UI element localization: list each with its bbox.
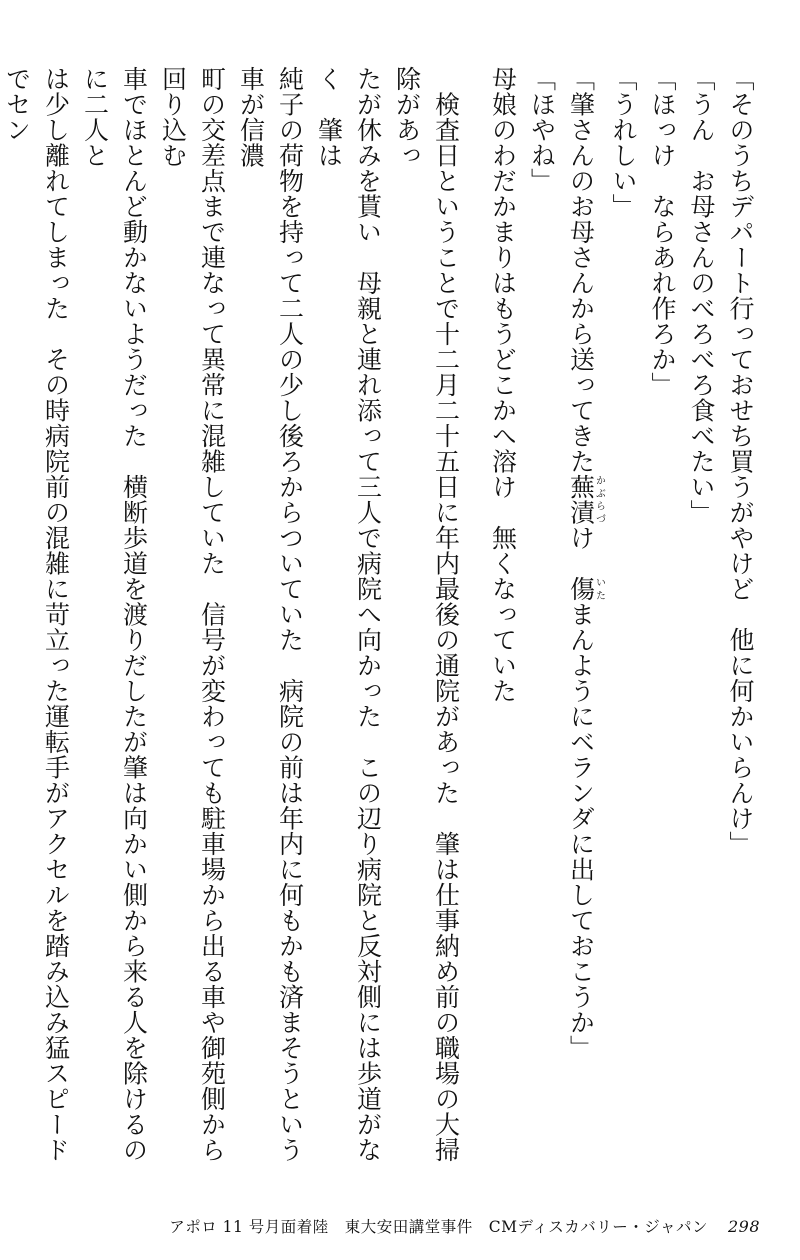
narrative-line: 町の交差点まで連なって異常に混雑していた 信号が変わっても駐車場から出る車や御苑側から回り込む xyxy=(158,66,227,1163)
furigana-ita xyxy=(566,576,605,602)
dialogue-line xyxy=(562,66,605,1166)
text-segment: け xyxy=(566,525,596,576)
ruby-reading: いた xyxy=(593,576,605,602)
narrative-line: 車でほとんど動かないようだった 横断歩道を渡りだしたが肇は向かい側から来る人を除けるのに二人と xyxy=(80,66,149,1163)
dialogue-line: 「うれしい」 xyxy=(609,66,638,219)
narrative-line: は少し離れてしまった その時病院前の混雑に苛立った運転手がアクセルを踏み込み猛スピードでセン xyxy=(2,66,71,1163)
narrative-line: たが休みを貰い 母親と連れ添って三人で病院へ向かった この辺り病院と反対側には歩道がなく 肇は xyxy=(314,66,383,1163)
ruby-reading: かぶらづ xyxy=(593,474,605,525)
dialogue-line: 母娘のわだかまりはもうどこかへ溶け 無くなっていた xyxy=(488,66,518,704)
running-title: アポロ 11 号月面着陸 東大安田講堂事件 CMディスカバリー・ジャパン xyxy=(169,1218,708,1236)
vertical-text-body xyxy=(0,66,760,1166)
furigana-kabura xyxy=(566,474,605,525)
ruby-base: 蕪漬 xyxy=(566,474,596,525)
page-footer xyxy=(150,1212,760,1240)
section-gap xyxy=(466,66,484,1166)
text-segment: まんようにベランダに出しておこうか」 xyxy=(566,601,596,1061)
ruby-base: 傷 xyxy=(566,576,596,602)
narrative-line: 検査日ということで十二月二十五日に年内最後の通院があった 肇は仕事納め前の職場の大掃除があっ xyxy=(392,66,461,1163)
dialogue-line: 「うん お母さんのべろべろ食べたい」 xyxy=(687,66,716,525)
dialogue-line: 「ほっけ ならあれ作ろか」 xyxy=(648,66,677,398)
dialogue-line: 「ほやね」 xyxy=(527,66,557,194)
text-segment: 「肇さんのお母さんから送ってきた xyxy=(566,66,596,474)
dialogue-line: 「そのうちデパート行っておせち買うがやけど 他に何かいらんけ」 xyxy=(726,66,755,857)
page-number: 298 xyxy=(727,1216,760,1236)
narrative-line: 純子の荷物を持って二人の少し後ろからついていた 病院の前は年内に何もかも済まそうという車が信濃 xyxy=(236,66,305,1163)
